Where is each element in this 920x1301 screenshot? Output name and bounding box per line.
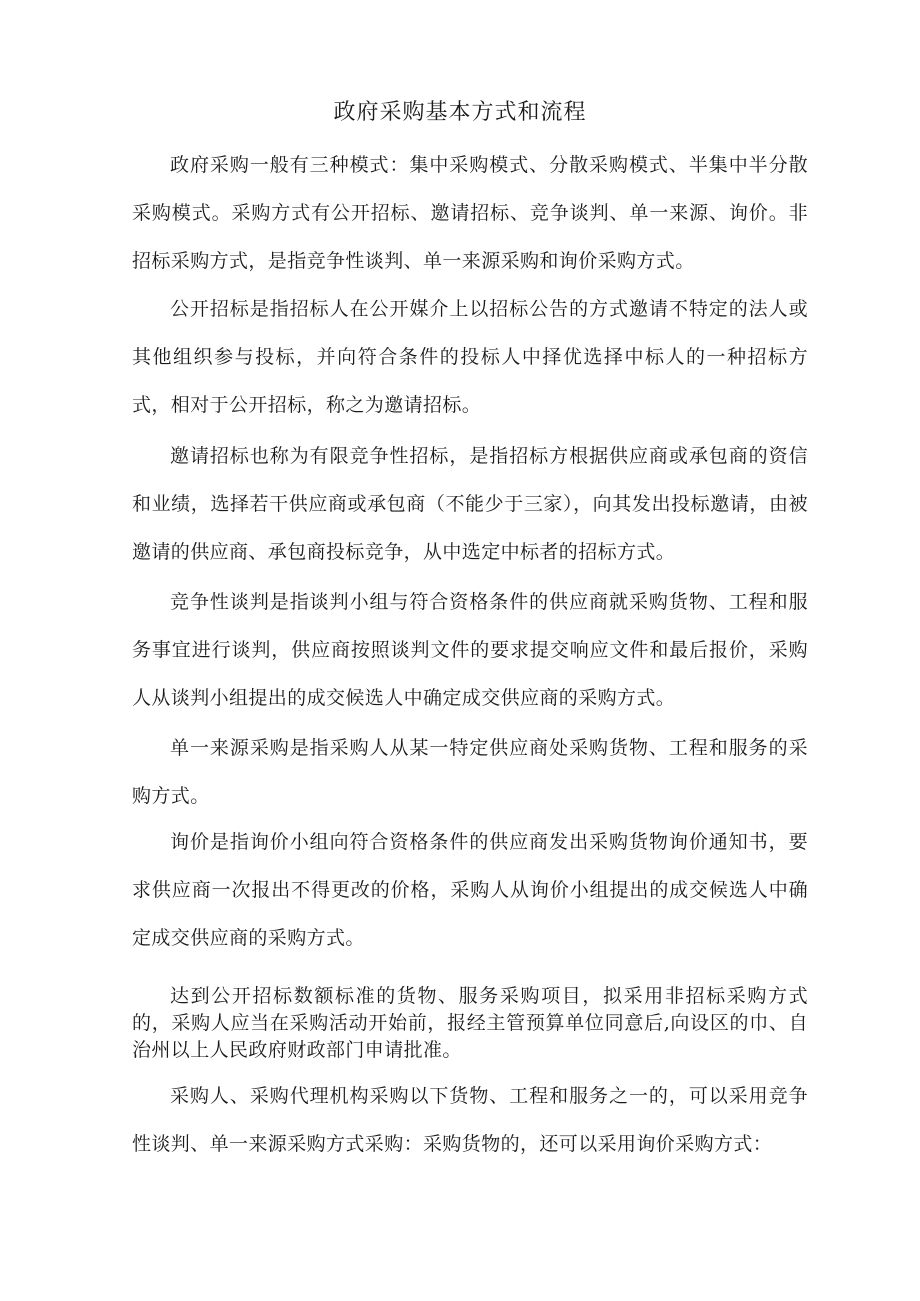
paragraph-invited-tender: 邀请招标也称为有限竞争性招标，是指招标方根据供应商或承包商的资信和业绩，选择若干供应商或承包商（不能少于三家），向其发出投标邀请，由被邀请的供应商、承包商投标竞争，从中选定中标者的招标方式。 [132,445,808,563]
paragraph-single-source: 单一来源采购是指采购人从某一特定供应商处采购货物、工程和服务的采购方式。 [132,737,808,807]
paragraph-inquiry: 询价是指询价小组向符合资格条件的供应商发出采购货物询价通知书，要求供应商一次报出不得更改的价格，采购人从询价小组提出的成交候选人中确定成交供应商的采购方式。 [132,831,808,949]
paragraph-open-tender: 公开招标是指招标人在公开媒介上以招标公告的方式邀请不特定的法人或其他组织参与投标，并向符合条件的投标人中择优选择中标人的一种招标方式，相对于公开招标，称之为邀请招标。 [132,298,808,416]
document-title: 政府采购基本方式和流程 [333,100,587,125]
paragraph-competitive-negotiation: 竞争性谈判是指谈判小组与符合资格条件的供应商就采购货物、工程和服务事宜进行谈判，供应商按照谈判文件的要求提交响应文件和最后报价，采购人从谈判小组提出的成交候选人中确定成交供应商的采购方式。 [132,591,808,709]
paragraph-approval: 达到公开招标数额标准的货物、服务采购项目，拟采用非招标采购方式的，采购人应当在采购活动开始前，报经主管预算单位同意后,向设区的巾、自治州以上人民政府财政部门申请批准。 [132,985,808,1061]
paragraph-applicable-cases: 采购人、采购代理机构采购以下货物、工程和服务之一的，可以采用竞争性谈判、单一来源采购方式采购：采购货物的，还可以采用询价采购方式： [132,1085,808,1155]
paragraph-procurement-modes: 政府采购一般有三种模式：集中采购模式、分散采购模式、半集中半分散采购模式。采购方式有公开招标、邀请招标、竞争谈判、单一来源、询价。非招标采购方式，是指竞争性谈判、单一来源采购和询价采购方式。 [132,154,808,272]
